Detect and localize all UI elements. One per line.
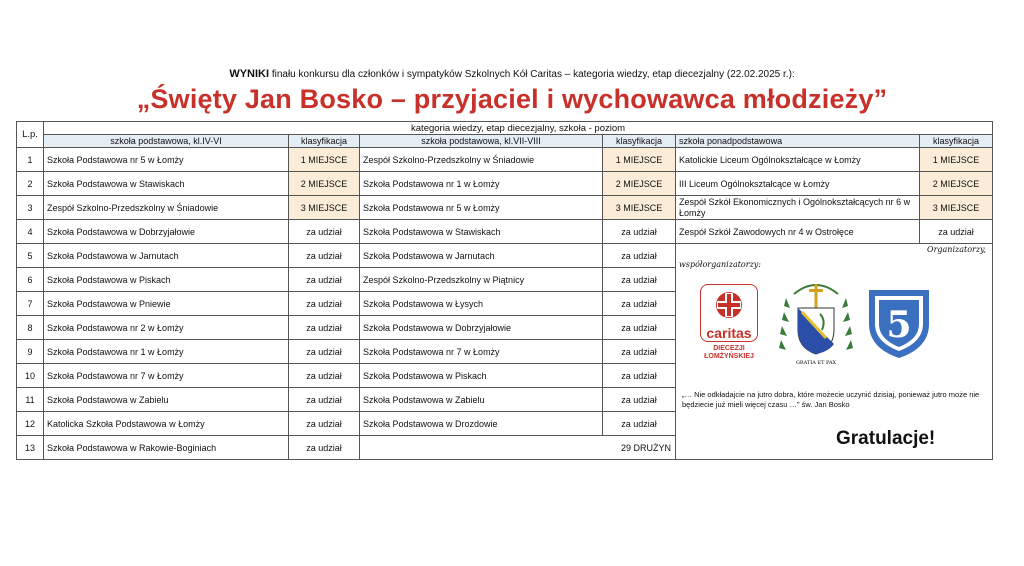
- school-vii-viii: Szkoła Podstawowa w Dobrzyjałowie: [360, 316, 603, 340]
- classification-vii-viii: 3 MIEJSCE: [603, 196, 676, 220]
- school-iv-vi: Szkoła Podstawowa w Piskach: [44, 268, 289, 292]
- school-iv-vi: Szkoła Podstawowa w Rakowie-Boginiach: [44, 436, 289, 460]
- row-number: 13: [17, 436, 44, 460]
- five-digit: 5: [886, 304, 912, 346]
- school-iv-vi: Szkoła Podstawowa w Zabielu: [44, 388, 289, 412]
- school-five-shield-icon: [864, 284, 934, 360]
- col-header-klas-b: klasyfikacja: [603, 135, 676, 148]
- classification-iv-vi: za udział: [289, 340, 360, 364]
- school-vii-viii: Szkoła Podstawowa nr 7 w Łomży: [360, 340, 603, 364]
- total-teams: 29 DRUŻYN: [360, 436, 676, 460]
- classification-secondary: za udział: [920, 220, 993, 244]
- row-number: 8: [17, 316, 44, 340]
- category-row: [17, 122, 993, 135]
- classification-vii-viii: za udział: [603, 388, 676, 412]
- school-iv-vi: Szkoła Podstawowa nr 5 w Łomży: [44, 148, 289, 172]
- table-row: [17, 244, 993, 268]
- school-secondary: Zespół Szkół Ekonomicznych i Ogólnokształcących nr 6 w Łomży: [676, 196, 920, 220]
- classification-vii-viii: za udział: [603, 220, 676, 244]
- classification-vii-viii: 1 MIEJSCE: [603, 148, 676, 172]
- classification-vii-viii: za udział: [603, 244, 676, 268]
- classification-iv-vi: za udział: [289, 244, 360, 268]
- school-iv-vi: Szkoła Podstawowa w Pniewie: [44, 292, 289, 316]
- row-number: 7: [17, 292, 44, 316]
- school-vii-viii: Szkoła Podstawowa nr 1 w Łomży: [360, 172, 603, 196]
- table-row: [17, 196, 993, 220]
- row-number: 5: [17, 244, 44, 268]
- bishop-crest-icon: [776, 278, 856, 368]
- school-iv-vi: Szkoła Podstawowa w Jarnutach: [44, 244, 289, 268]
- school-secondary: Zespół Szkół Zawodowych nr 4 w Ostrołęce: [676, 220, 920, 244]
- classification-iv-vi: 3 MIEJSCE: [289, 196, 360, 220]
- row-number: 6: [17, 268, 44, 292]
- classification-vii-viii: za udział: [603, 364, 676, 388]
- classification-vii-viii: za udział: [603, 268, 676, 292]
- category-header: kategoria wiedzy, etap diecezjalny, szkoła - poziom: [44, 122, 993, 135]
- classification-vii-viii: 2 MIEJSCE: [603, 172, 676, 196]
- col-header-vii-viii: szkoła podstawowa, kl.VII-VIII: [360, 135, 603, 148]
- caritas-word: caritas: [706, 325, 752, 341]
- caritas-logo: [698, 284, 760, 361]
- organizers-label: Organizatorzy,: [927, 245, 987, 254]
- school-iv-vi: Szkoła Podstawowa nr 2 w Łomży: [44, 316, 289, 340]
- col-header-klas-c: klasyfikacja: [920, 135, 993, 148]
- coorganizers-label: współorganizatorzy:: [679, 260, 761, 269]
- school-secondary: Katolickie Liceum Ogólnokształcące w Łomży: [676, 148, 920, 172]
- table-row: [17, 148, 993, 172]
- school-vii-viii: Szkoła Podstawowa nr 5 w Łomży: [360, 196, 603, 220]
- classification-iv-vi: 2 MIEJSCE: [289, 172, 360, 196]
- contest-title: „Święty Jan Bosko – przyjaciel i wychowawca młodzieży”: [136, 84, 888, 114]
- classification-iv-vi: za udział: [289, 364, 360, 388]
- results-heading: [0, 68, 1024, 80]
- caritas-emblem: [700, 284, 758, 342]
- sponsors-panel: [676, 244, 993, 460]
- results-lead: WYNIKI: [229, 68, 270, 80]
- results-subtitle: finału konkursu dla członków i sympatyków Szkolnych Kół Caritas – kategoria wiedzy, etap diecezjalny (22.02.2025 r.):: [271, 69, 795, 80]
- row-number: 3: [17, 196, 44, 220]
- school-iv-vi: Szkoła Podstawowa w Stawiskach: [44, 172, 289, 196]
- school-vii-viii: Szkoła Podstawowa w Łysych: [360, 292, 603, 316]
- col-header-secondary: szkoła ponadpodstawowa: [676, 135, 920, 148]
- classification-secondary: 3 MIEJSCE: [920, 196, 993, 220]
- classification-iv-vi: za udział: [289, 388, 360, 412]
- column-headers: [17, 135, 993, 148]
- school-vii-viii: Szkoła Podstawowa w Stawiskach: [360, 220, 603, 244]
- bosko-quote: „… Nie odkładajcie na jutro dobra, które możecie uczynić dzisiaj, ponieważ jutro może nie będziecie już mieli więcej czasu …” św. Jan Bosko: [682, 390, 980, 409]
- school-iv-vi: Szkoła Podstawowa nr 7 w Łomży: [44, 364, 289, 388]
- row-number: 1: [17, 148, 44, 172]
- classification-iv-vi: za udział: [289, 220, 360, 244]
- school-iv-vi: Szkoła Podstawowa nr 1 w Łomży: [44, 340, 289, 364]
- classification-iv-vi: 1 MIEJSCE: [289, 148, 360, 172]
- school-vii-viii: Szkoła Podstawowa w Jarnutach: [360, 244, 603, 268]
- school-vii-viii: Zespół Szkolno-Przedszkolny w Śniadowie: [360, 148, 603, 172]
- results-table: [16, 121, 993, 460]
- school-secondary: III Liceum Ogólnokształcące w Łomży: [676, 172, 920, 196]
- classification-iv-vi: za udział: [289, 316, 360, 340]
- school-vii-viii: Szkoła Podstawowa w Piskach: [360, 364, 603, 388]
- table-row: [17, 220, 993, 244]
- caritas-diocese-2: ŁOMŻYŃSKIEJ: [704, 353, 754, 360]
- classification-iv-vi: za udział: [289, 268, 360, 292]
- classification-vii-viii: za udział: [603, 292, 676, 316]
- lp-header: L.p.: [17, 122, 44, 148]
- row-number: 12: [17, 412, 44, 436]
- classification-vii-viii: za udział: [603, 412, 676, 436]
- classification-iv-vi: za udział: [289, 292, 360, 316]
- school-vii-viii: Zespół Szkolno-Przedszkolny w Piątnicy: [360, 268, 603, 292]
- school-vii-viii: Szkoła Podstawowa w Drozdowie: [360, 412, 603, 436]
- school-iv-vi: Szkoła Podstawowa w Dobrzyjałowie: [44, 220, 289, 244]
- col-header-klas-a: klasyfikacja: [289, 135, 360, 148]
- table-row: [17, 172, 993, 196]
- col-header-iv-vi: szkoła podstawowa, kl.IV-VI: [44, 135, 289, 148]
- row-number: 10: [17, 364, 44, 388]
- school-vii-viii: Szkoła Podstawowa w Zabielu: [360, 388, 603, 412]
- classification-iv-vi: za udział: [289, 412, 360, 436]
- classification-vii-viii: za udział: [603, 340, 676, 364]
- row-number: 4: [17, 220, 44, 244]
- caritas-diocese-1: DIECEZJI: [713, 345, 745, 352]
- school-iv-vi: Katolicka Szkoła Podstawowa w Łomży: [44, 412, 289, 436]
- classification-secondary: 2 MIEJSCE: [920, 172, 993, 196]
- classification-vii-viii: za udział: [603, 316, 676, 340]
- crest-motto: GRATIA ET PAX: [795, 360, 837, 366]
- caritas-cross-icon: [701, 285, 757, 325]
- row-number: 11: [17, 388, 44, 412]
- classification-secondary: 1 MIEJSCE: [920, 148, 993, 172]
- school-iv-vi: Zespół Szkolno-Przedszkolny w Śniadowie: [44, 196, 289, 220]
- classification-iv-vi: za udział: [289, 436, 360, 460]
- row-number: 9: [17, 340, 44, 364]
- congratulations: Gratulacje!: [836, 428, 936, 449]
- row-number: 2: [17, 172, 44, 196]
